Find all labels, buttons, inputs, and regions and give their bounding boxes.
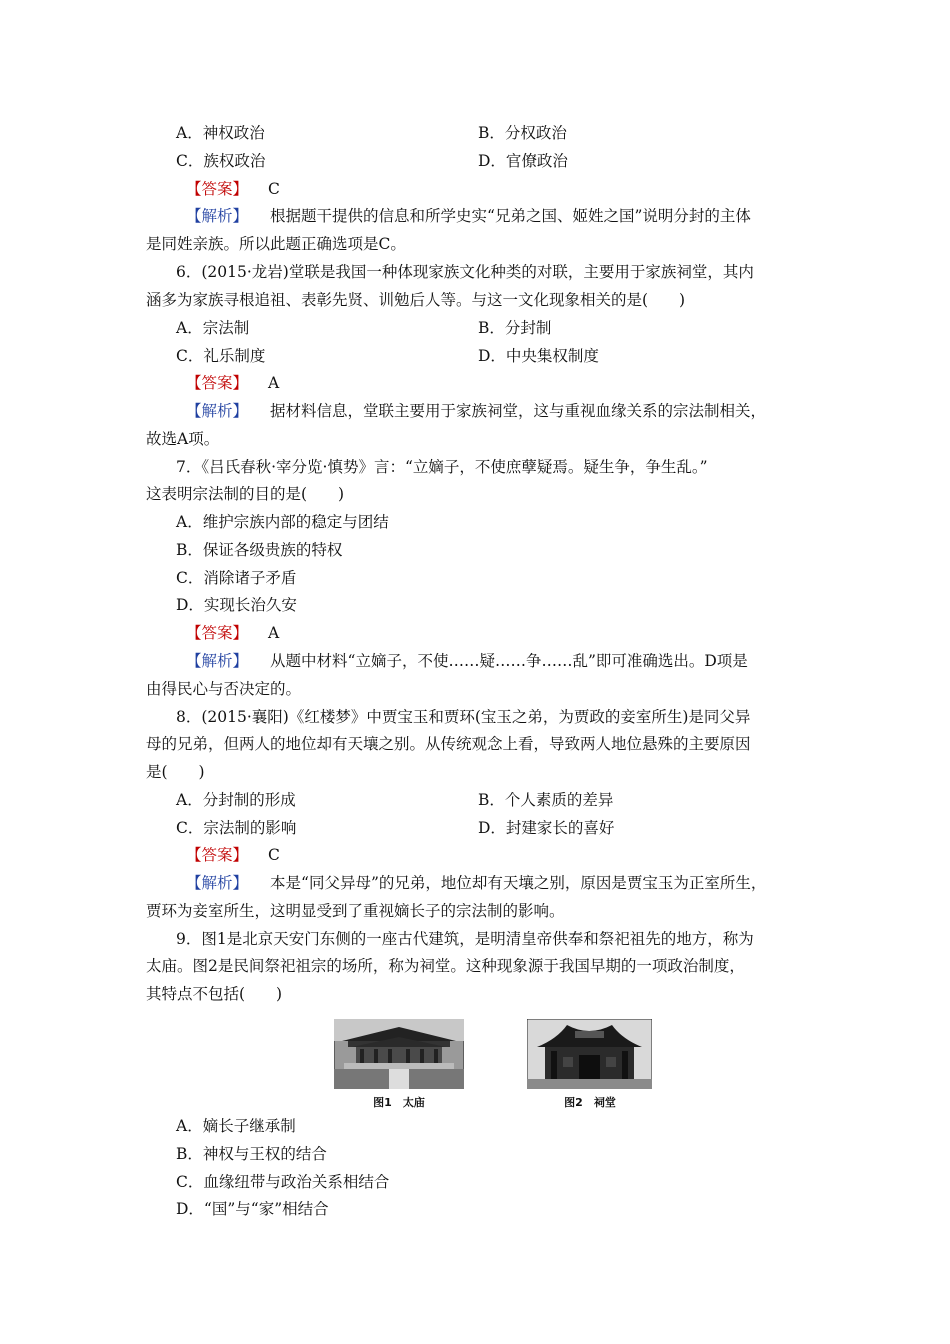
q6-stem-line-1: 6．(2015·龙岩)堂联是我国一种体现家族文化种类的对联，主要用于家族祠堂，其内	[176, 263, 754, 281]
figure-1-caption: 图1 太庙	[373, 1096, 425, 1109]
q5-option-a: A．神权政治	[176, 124, 265, 142]
q8-analysis-line-1: 【解析】 本是“同父异母”的兄弟，地位却有天壤之别，原因是贾宝玉为正室所生，	[186, 874, 767, 892]
analysis-tag: 【解析】	[186, 402, 249, 420]
q7-stem-line-2: 这表明宗法制的目的是( )	[146, 485, 345, 503]
q5-answer	[186, 179, 280, 199]
q7-answer	[186, 623, 279, 643]
q6-option-a: A．宗法制	[176, 319, 250, 337]
q9-option-c: C．血缘纽带与政治关系相结合	[176, 1173, 390, 1191]
q7-analysis-line-1: 【解析】 从题中材料“立嫡子，不使……疑……争……乱”即可准确选出。D项是	[186, 652, 748, 670]
figure-1-taimiao-photo	[334, 1019, 464, 1089]
q7-option-d: D．实现长治久安	[176, 596, 297, 614]
q5-option-c: C．族权政治	[176, 152, 266, 170]
answer-value: A	[268, 624, 280, 642]
q6-analysis-line-2: 故选A项。	[146, 430, 220, 448]
citang-illustration	[527, 1019, 652, 1089]
q9-option-d: D．“国”与“家”相结合	[176, 1200, 329, 1218]
q9-stem-line-1: 9．图1是北京天安门东侧的一座古代建筑，是明清皇帝供奉和祭祀祖先的地方，称为	[176, 930, 754, 948]
q7-analysis-line-2: 由得民心与否决定的。	[146, 680, 302, 698]
q7-option-b: B．保证各级贵族的特权	[176, 541, 343, 559]
q8-option-c: C．宗法制的影响	[176, 819, 297, 837]
answer-tag: 【答案】	[186, 180, 249, 198]
analysis-tag: 【解析】	[186, 652, 249, 670]
q9-option-b: B．神权与王权的结合	[176, 1145, 327, 1163]
q8-stem-line-2: 母的兄弟，但两人的地位却有天壤之别。从传统观念上看，导致两人地位悬殊的主要原因	[146, 735, 751, 753]
answer-value: C	[268, 180, 280, 198]
answer-value: C	[268, 846, 280, 864]
q5-analysis-line-1: 【解析】 根据题干提供的信息和所学史实“兄弟之国、姬姓之国”说明分封的主体	[186, 207, 751, 225]
answer-tag: 【答案】	[186, 374, 249, 392]
analysis-tag: 【解析】	[186, 874, 249, 892]
q8-stem-line-1: 8．(2015·襄阳)《红楼梦》中贾宝玉和贾环(宝玉之弟，为贾政的妾室所生)是同父异	[176, 708, 751, 726]
q8-analysis-line-2: 贾环为妾室所生，这明显受到了重视嫡长子的宗法制的影响。	[146, 902, 565, 920]
q6-option-d: D．中央集权制度	[478, 347, 599, 365]
q5-option-b: B．分权政治	[478, 124, 567, 142]
answer-tag: 【答案】	[186, 624, 249, 642]
analysis-tag: 【解析】	[186, 207, 249, 225]
q7-option-a: A．维护宗族内部的稳定与团结	[176, 513, 389, 531]
q9-stem-line-2: 太庙。图2是民间祭祀祖宗的场所，称为祠堂。这种现象源于我国早期的一项政治制度，	[146, 957, 745, 975]
q8-stem-line-3: 是( )	[146, 763, 205, 781]
figure-2-caption: 图2 祠堂	[564, 1096, 616, 1109]
q8-option-b: B．个人素质的差异	[478, 791, 614, 809]
q6-answer	[186, 373, 279, 393]
q7-stem-line-1: 7．《吕氏春秋·宰分览·慎势》言：“立嫡子，不使庶孽疑焉。疑生争，争生乱。”	[176, 458, 708, 476]
q8-option-a: A．分封制的形成	[176, 791, 296, 809]
q8-answer	[186, 845, 280, 865]
q6-stem-line-2: 涵多为家族寻根追祖、表彰先贤、训勉后人等。与这一文化现象相关的是( )	[146, 291, 686, 309]
q5-analysis-line-2: 是同姓亲族。所以此题正确选项是C。	[146, 235, 406, 253]
figure-2-citang-photo	[527, 1019, 652, 1089]
answer-value: A	[268, 374, 280, 392]
q9-option-a: A．嫡长子继承制	[176, 1117, 296, 1135]
q6-option-b: B．分封制	[478, 319, 552, 337]
q5-option-d: D．官僚政治	[478, 152, 568, 170]
q6-option-c: C．礼乐制度	[176, 347, 266, 365]
answer-tag: 【答案】	[186, 846, 249, 864]
q8-option-d: D．封建家长的喜好	[478, 819, 615, 837]
q6-analysis-line-1: 【解析】 据材料信息，堂联主要用于家族祠堂，这与重视血缘关系的宗法制相关，	[186, 402, 767, 420]
taimiao-illustration	[334, 1019, 464, 1089]
q7-option-c: C．消除诸子矛盾	[176, 569, 297, 587]
q9-stem-line-3: 其特点不包括( )	[146, 985, 283, 1003]
